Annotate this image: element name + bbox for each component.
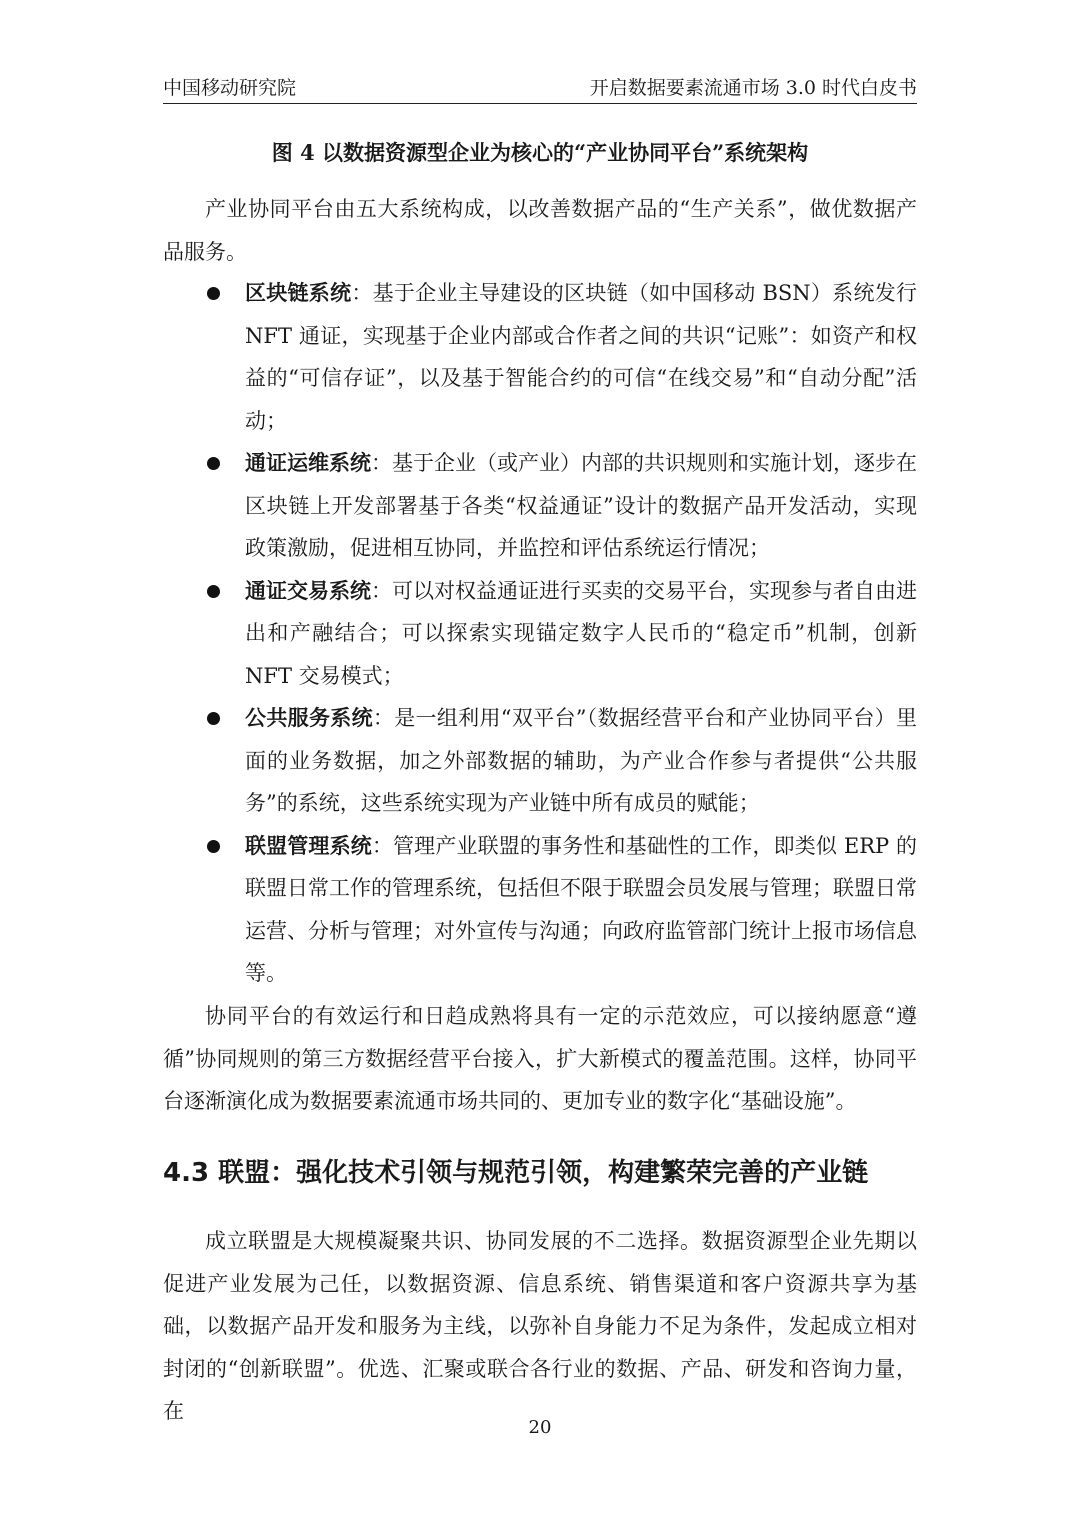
list-item-term: 联盟管理系统 bbox=[245, 833, 372, 858]
list-item-term: 通证交易系统 bbox=[245, 578, 371, 603]
list-item-text: ：可以对权益通证进行买卖的交易平台，实现参与者自由进出和产融结合；可以探索实现锚定数字人民币的“稳定币”机制，创新 NFT 交易模式； bbox=[245, 578, 917, 688]
system-list bbox=[163, 272, 917, 995]
list-item bbox=[163, 825, 917, 995]
figure-caption: 图 4 以数据资源型企业为核心的“产业协同平台”系统架构 bbox=[271, 140, 809, 165]
bullet-icon bbox=[207, 840, 220, 853]
header-org: 中国移动研究院 bbox=[163, 77, 297, 99]
header-divider bbox=[163, 103, 917, 104]
bullet-icon bbox=[207, 287, 220, 300]
list-item-term: 通证运维系统 bbox=[245, 451, 371, 475]
list-item bbox=[163, 570, 917, 698]
intro-paragraph: 产业协同平台由五大系统构成，以改善数据产品的“生产关系”，做优数据产品服务。 bbox=[163, 197, 917, 264]
list-item-term: 公共服务系统 bbox=[245, 706, 373, 730]
page-header bbox=[163, 74, 917, 102]
bullet-icon bbox=[207, 712, 220, 725]
bullet-icon bbox=[207, 457, 220, 470]
list-item bbox=[163, 442, 917, 570]
section-paragraph: 成立联盟是大规模凝聚共识、协同发展的不二选择。数据资源型企业先期以促进产业发展为己任，以数据资源、信息系统、销售渠道和客户资源共享为基础，以数据产品开发和服务为主线，以弥补自身能力不足为条件，发起成立相对封闭的“创新联盟”。优选、汇聚或联合各行业的数据、产品、研发和咨询力量，在 bbox=[163, 1229, 917, 1423]
list-item-text: ：基于企业主导建设的区块链（如中国移动 BSN）系统发行 NFT 通证，实现基于企业内部或合作者之间的共识“记账”：如资产和权益的“可信存证”，以及基于智能合约的可信“在线交易”和“自动分配”活动； bbox=[245, 281, 917, 433]
list-item bbox=[163, 697, 917, 825]
closing-paragraph: 协同平台的有效运行和日趋成熟将具有一定的示范效应，可以接纳愿意“遵循”协同规则的第三方数据经营平台接入，扩大新模式的覆盖范围。这样，协同平台逐渐演化成为数据要素流通市场共同的、更加专业的数字化“基础设施”。 bbox=[163, 1004, 917, 1113]
header-doc-title: 开启数据要素流通市场 3.0 时代白皮书 bbox=[589, 77, 917, 99]
list-item bbox=[163, 272, 917, 442]
list-item-text: ：管理产业联盟的事务性和基础性的工作，即类似 ERP 的联盟日常工作的管理系统，包括但不限于联盟会员发展与管理；联盟日常运营、分析与管理；对外宣传与沟通；向政府监管部门统计上报市场信息等。 bbox=[245, 833, 917, 985]
page-number: 20 bbox=[528, 1417, 552, 1438]
bullet-icon bbox=[207, 585, 220, 598]
list-item-term: 区块链系统 bbox=[245, 281, 352, 305]
list-item-text: ：基于企业（或产业）内部的共识规则和实施计划，逐步在区块链上开发部署基于各类“权益通证”设计的数据产品开发活动，实现政策激励，促进相互协同，并监控和评估系统运行情况； bbox=[245, 451, 917, 560]
list-item-text: ：是一组利用“双平台”（数据经营平台和产业协同平台）里面的业务数据，加之外部数据的辅助，为产业合作参与者提供“公共服务”的系统，这些系统实现为产业链中所有成员的赋能； bbox=[245, 706, 917, 815]
section-heading: 4.3 联盟：强化技术引领与规范引领，构建繁荣完善的产业链 bbox=[163, 1158, 869, 1188]
